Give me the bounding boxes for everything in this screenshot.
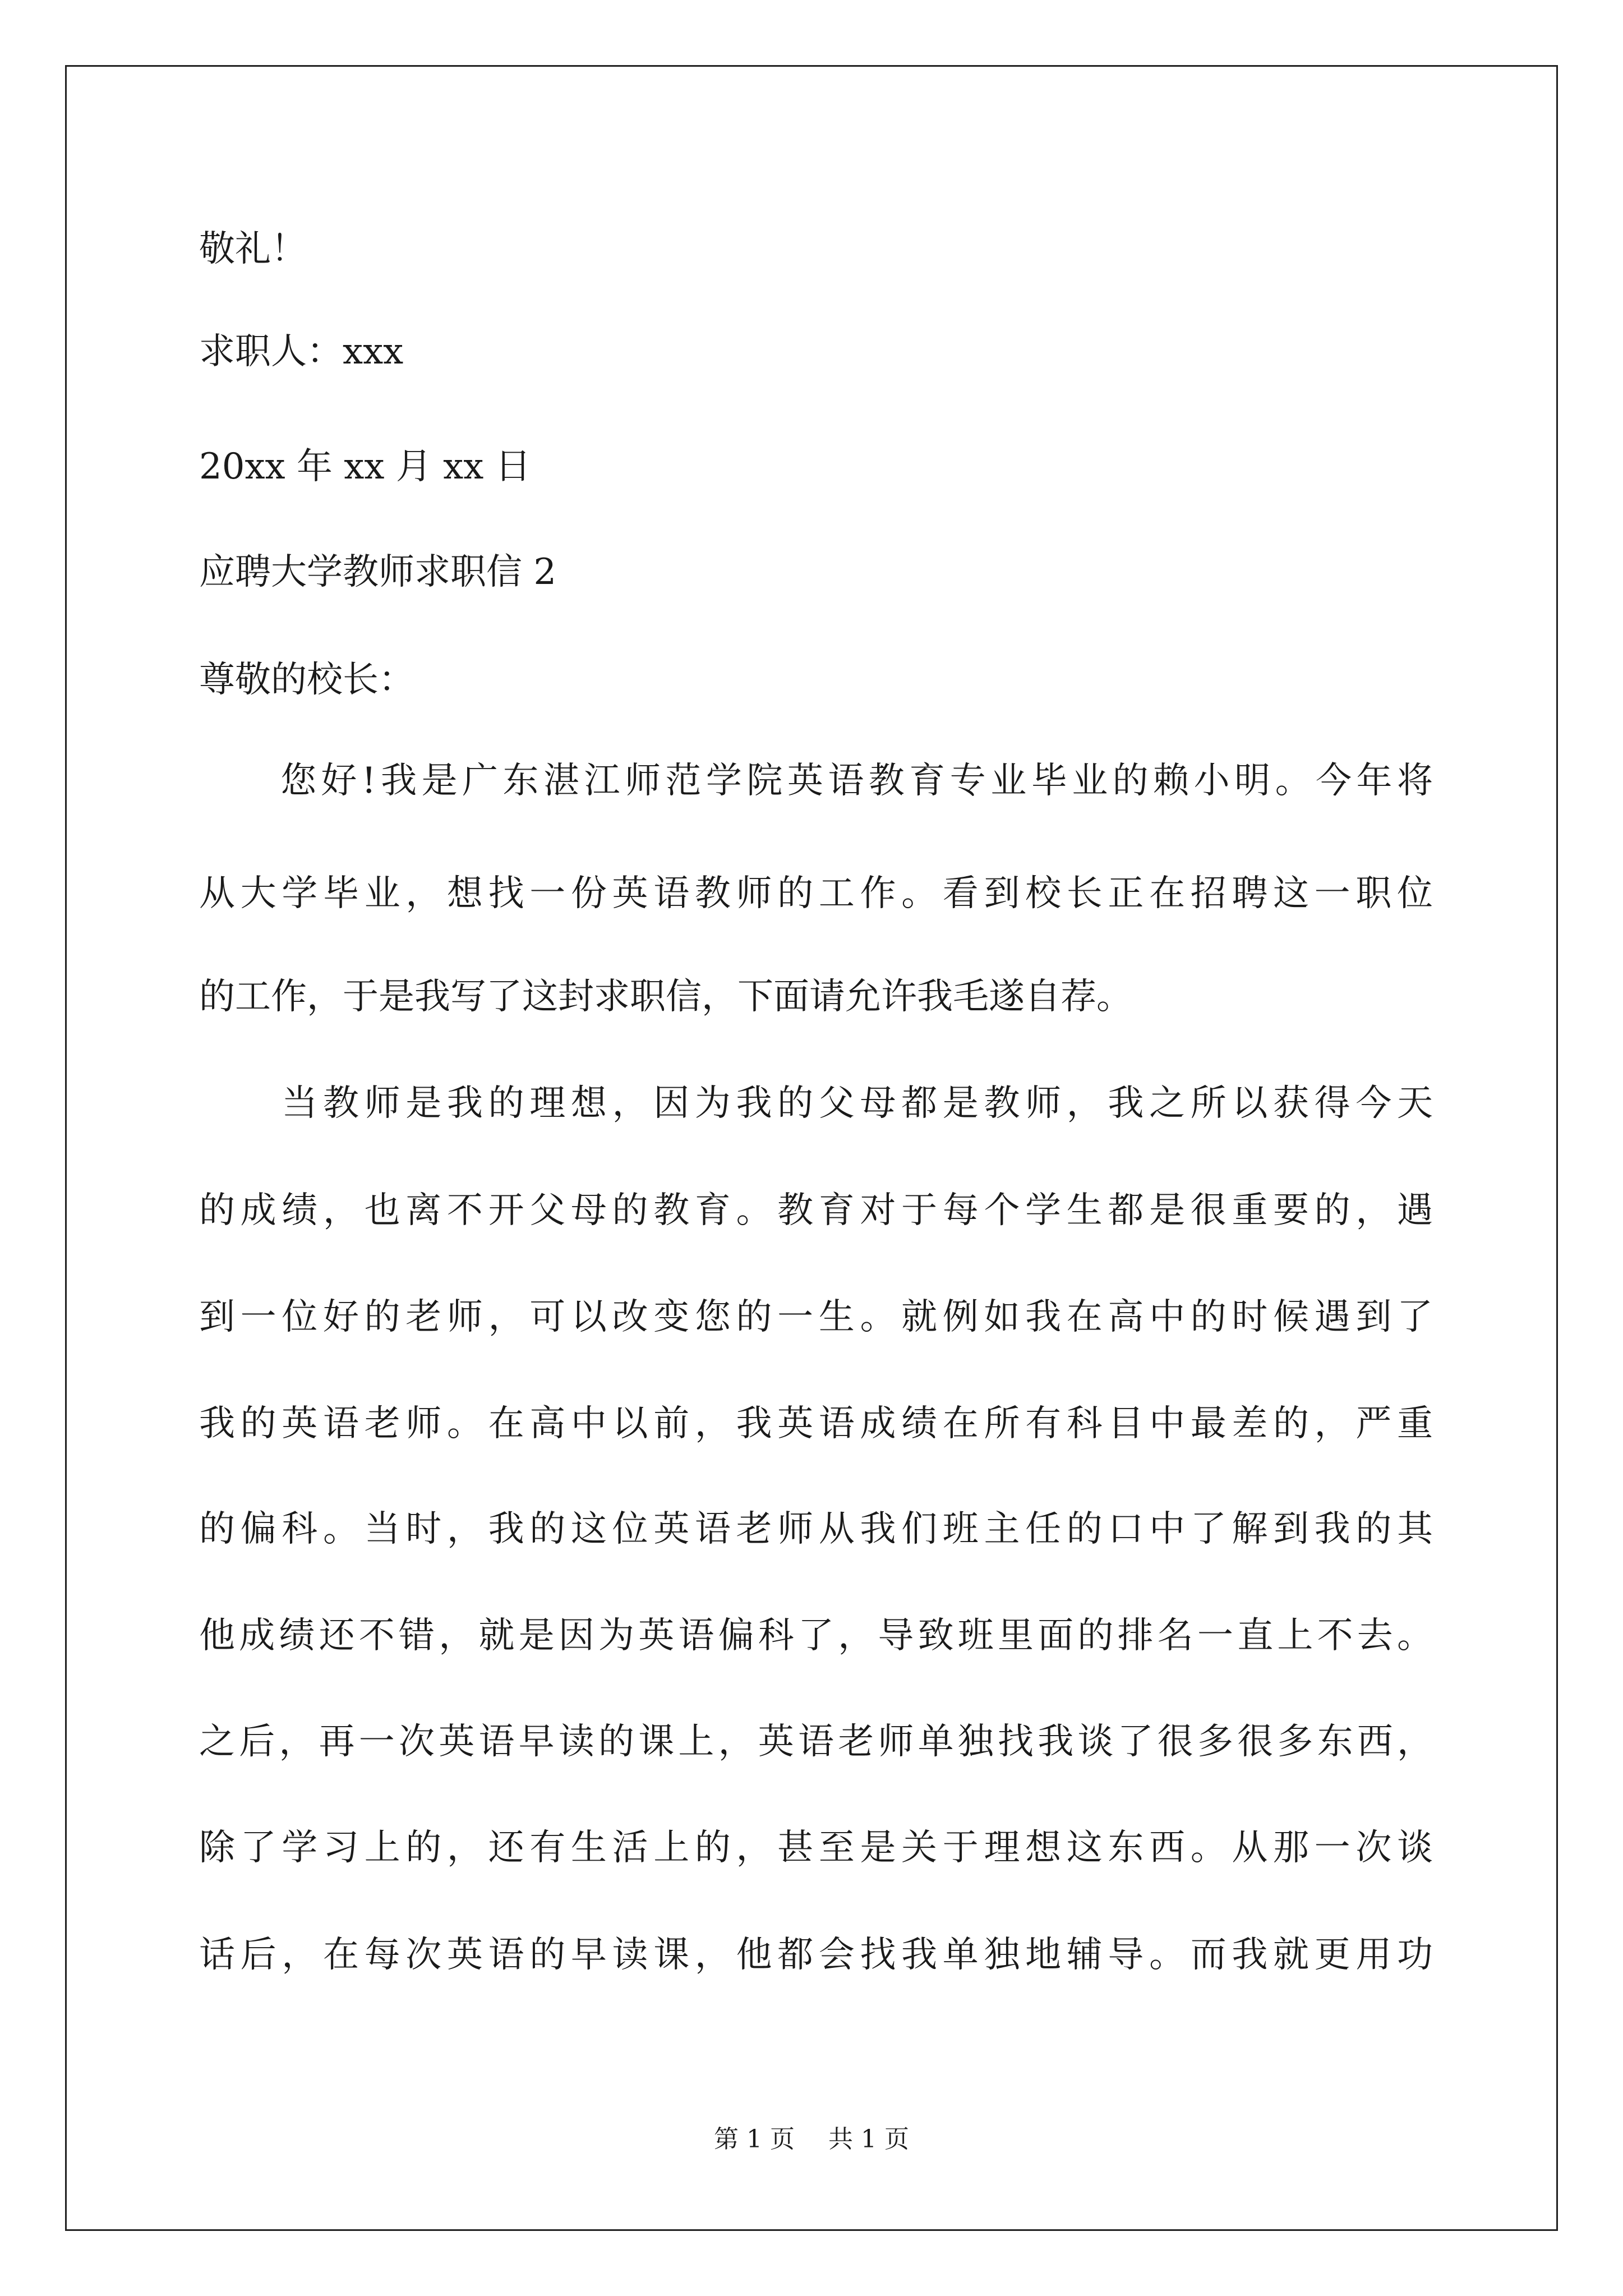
body-line: 我的英语老师。在高中以前，我英语成绩在所有科目中最差的，严重 bbox=[199, 1403, 1433, 1444]
letter-date: 20xx 年 xx 月 xx 日 bbox=[199, 446, 531, 487]
page-total: 共 1 页 bbox=[828, 2125, 909, 2154]
body-line: 除了学习上的，还有生活上的，甚至是关于理想这东西。从那一次谈 bbox=[199, 1827, 1433, 1869]
page-footer bbox=[0, 2127, 1623, 2152]
page-frame bbox=[65, 65, 1558, 2231]
body-line: 的偏科。当时，我的这位英语老师从我们班主任的口中了解到我的其 bbox=[199, 1508, 1433, 1550]
body-line: 的成绩，也离不开父母的教育。教育对于每个学生都是很重要的，遇 bbox=[199, 1190, 1433, 1231]
applicant-signature: 求职人：xxx bbox=[199, 331, 404, 372]
body-line: 当教师是我的理想，因为我的父母都是教师，我之所以获得今天 bbox=[199, 1083, 1433, 1124]
body-line: 他成绩还不错，就是因为英语偏科了，导致班里面的排名一直上不去。 bbox=[199, 1615, 1433, 1657]
body-line: 的工作，于是我写了这封求职信，下面请允许我毛遂自荐。 bbox=[199, 976, 1132, 1018]
body-line: 到一位好的老师，可以改变您的一生。就例如我在高中的时候遇到了 bbox=[199, 1296, 1433, 1338]
body-line: 话后，在每次英语的早读课，他都会找我单独地辅导。而我就更用功 bbox=[199, 1934, 1433, 1976]
letter-title: 应聘大学教师求职信 2 bbox=[199, 551, 557, 593]
body-line: 您好!我是广东湛江师范学院英语教育专业毕业的赖小明。今年将 bbox=[199, 760, 1433, 802]
body-line: 从大学毕业，想找一份英语教师的工作。看到校长正在招聘这一职位 bbox=[199, 873, 1433, 914]
greeting: 尊敬的校长： bbox=[199, 659, 414, 701]
closing-salutation: 敬礼！ bbox=[199, 228, 307, 270]
page-number: 第 1 页 bbox=[714, 2125, 795, 2154]
body-line: 之后，再一次英语早读的课上，英语老师单独找我谈了很多很多东西， bbox=[199, 1721, 1433, 1763]
